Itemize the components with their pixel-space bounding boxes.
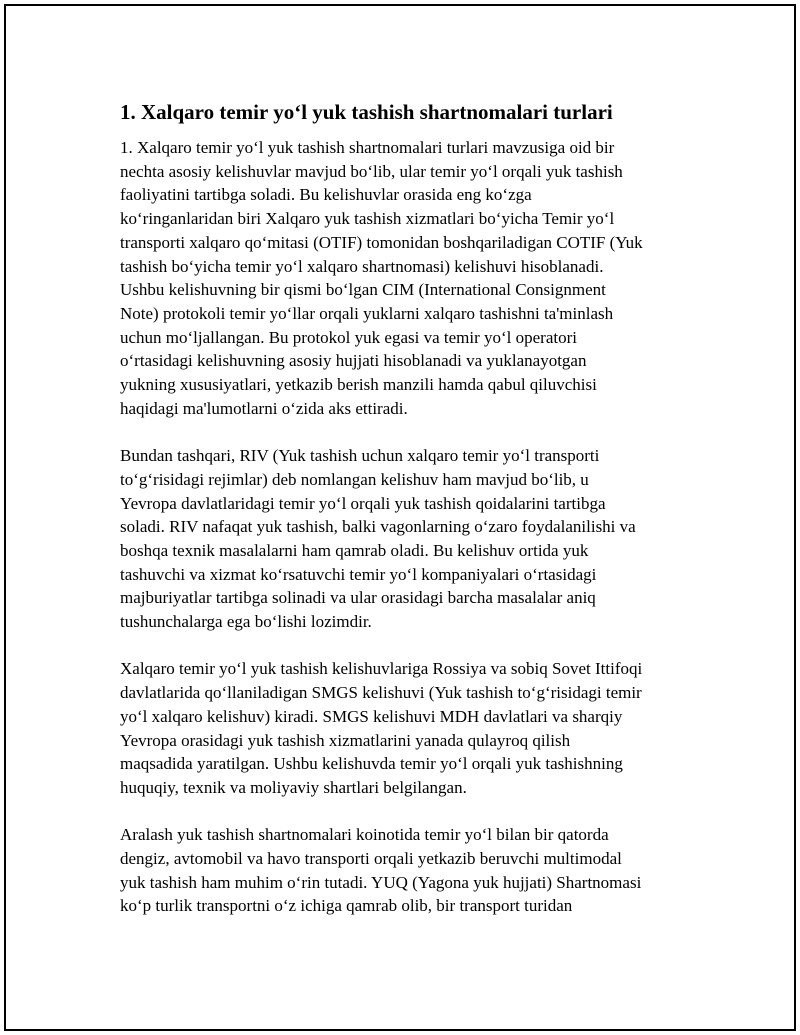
text-line: Note) protokoli temir yoʻllar orqali yuklarni xalqaro tashishni ta'minlash (120, 303, 614, 323)
text-line: yukning xususiyatlari, yetkazib berish manzili hamda qabul qiluvchisi (120, 375, 597, 395)
text-line: nechta asosiy kelishuvlar mavjud boʻlib, ular temir yoʻl orqali yuk tashish (120, 161, 623, 181)
text-line: yuk tashish ham muhim oʻrin tutadi. YUQ (Yagona yuk hujjati) Shartnomasi (120, 872, 642, 892)
text-line: Xalqaro temir yoʻl yuk tashish kelishuvlariga Rossiya va sobiq Sovet Ittifoqi (120, 659, 643, 679)
text-line: tushunchalarga ega boʻlishi lozimdir. (120, 612, 372, 632)
text-line: koʻringanlaridan biri Xalqaro yuk tashish xizmatlari boʻyicha Temir yoʻl (120, 209, 615, 229)
document-body (120, 98, 700, 942)
text-line: davlatlarida qoʻllaniladigan SMGS kelishuvi (Yuk tashish toʻgʻrisidagi temir (120, 683, 642, 703)
text-line: koʻp turlik transportni oʻz ichiga qamrab olib, bir transport turidan (120, 896, 573, 916)
text-line: soladi. RIV nafaqat yuk tashish, balki vagonlarning oʻzaro foydalanilishi va (120, 517, 636, 537)
text-line: haqidagi ma'lumotlarni oʻzida aks ettiradi. (120, 398, 408, 418)
paragraph-1 (120, 136, 700, 420)
text-line: Yevropa davlatlaridagi temir yoʻl orqali yuk tashish qoidalarini tartibga (120, 493, 606, 513)
text-line: oʻrtasidagi kelishuvning asosiy hujjati hisoblanadi va yuklanayotgan (120, 351, 587, 371)
text-line: uchun moʻljallangan. Bu protokol yuk egasi va temir yoʻl operatori (120, 327, 577, 347)
text-line: Aralash yuk tashish shartnomalari koinotida temir yoʻl bilan bir qatorda (120, 825, 609, 845)
paragraph-3 (120, 657, 700, 799)
text-line: majburiyatlar tartibga solinadi va ular orasidagi barcha masalalar aniq (120, 588, 596, 608)
text-line: yoʻl xalqaro kelishuv) kiradi. SMGS kelishuvi MDH davlatlari va sharqiy (120, 706, 623, 726)
paragraph-4 (120, 823, 700, 918)
text-line: tashish boʻyicha temir yoʻl xalqaro shartnomasi) kelishuvi hisoblanadi. (120, 256, 604, 276)
text-line: maqsadida yaratilgan. Ushbu kelishuvda temir yoʻl orqali yuk tashishning (120, 754, 623, 774)
text-line: toʻgʻrisidagi rejimlar) deb nomlangan kelishuv ham mavjud boʻlib, u (120, 469, 589, 489)
text-line: huquqiy, texnik va moliyaviy shartlari belgilangan. (120, 777, 467, 797)
page-frame (4, 4, 796, 1031)
text-line: faoliyatini tartibga soladi. Bu kelishuvlar orasida eng koʻzga (120, 185, 532, 205)
text-line: Bundan tashqari, RIV (Yuk tashish uchun xalqaro temir yoʻl transporti (120, 446, 600, 466)
document-title: 1. Xalqaro temir yoʻl yuk tashish shartnomalari turlari (120, 100, 613, 124)
text-line: Yevropa orasidagi yuk tashish xizmatlarini yanada qulayroq qilish (120, 730, 571, 750)
text-line: 1. Xalqaro temir yoʻl yuk tashish shartnomalari turlari mavzusiga oid bir (120, 138, 615, 157)
text-line: boshqa texnik masalalarni ham qamrab oladi. Bu kelishuv ortida yuk (120, 540, 589, 560)
text-line: transporti xalqaro qoʻmitasi (OTIF) tomonidan boshqariladigan COTIF (Yuk (120, 232, 643, 252)
text-line: tashuvchi va xizmat koʻrsatuvchi temir yoʻl kompaniyalari oʻrtasidagi (120, 564, 597, 584)
text-line: dengiz, avtomobil va havo transporti orqali yetkazib beruvchi multimodal (120, 849, 622, 869)
text-line: Ushbu kelishuvning bir qismi boʻlgan CIM (International Consignment (120, 280, 606, 300)
paragraph-2 (120, 444, 700, 634)
